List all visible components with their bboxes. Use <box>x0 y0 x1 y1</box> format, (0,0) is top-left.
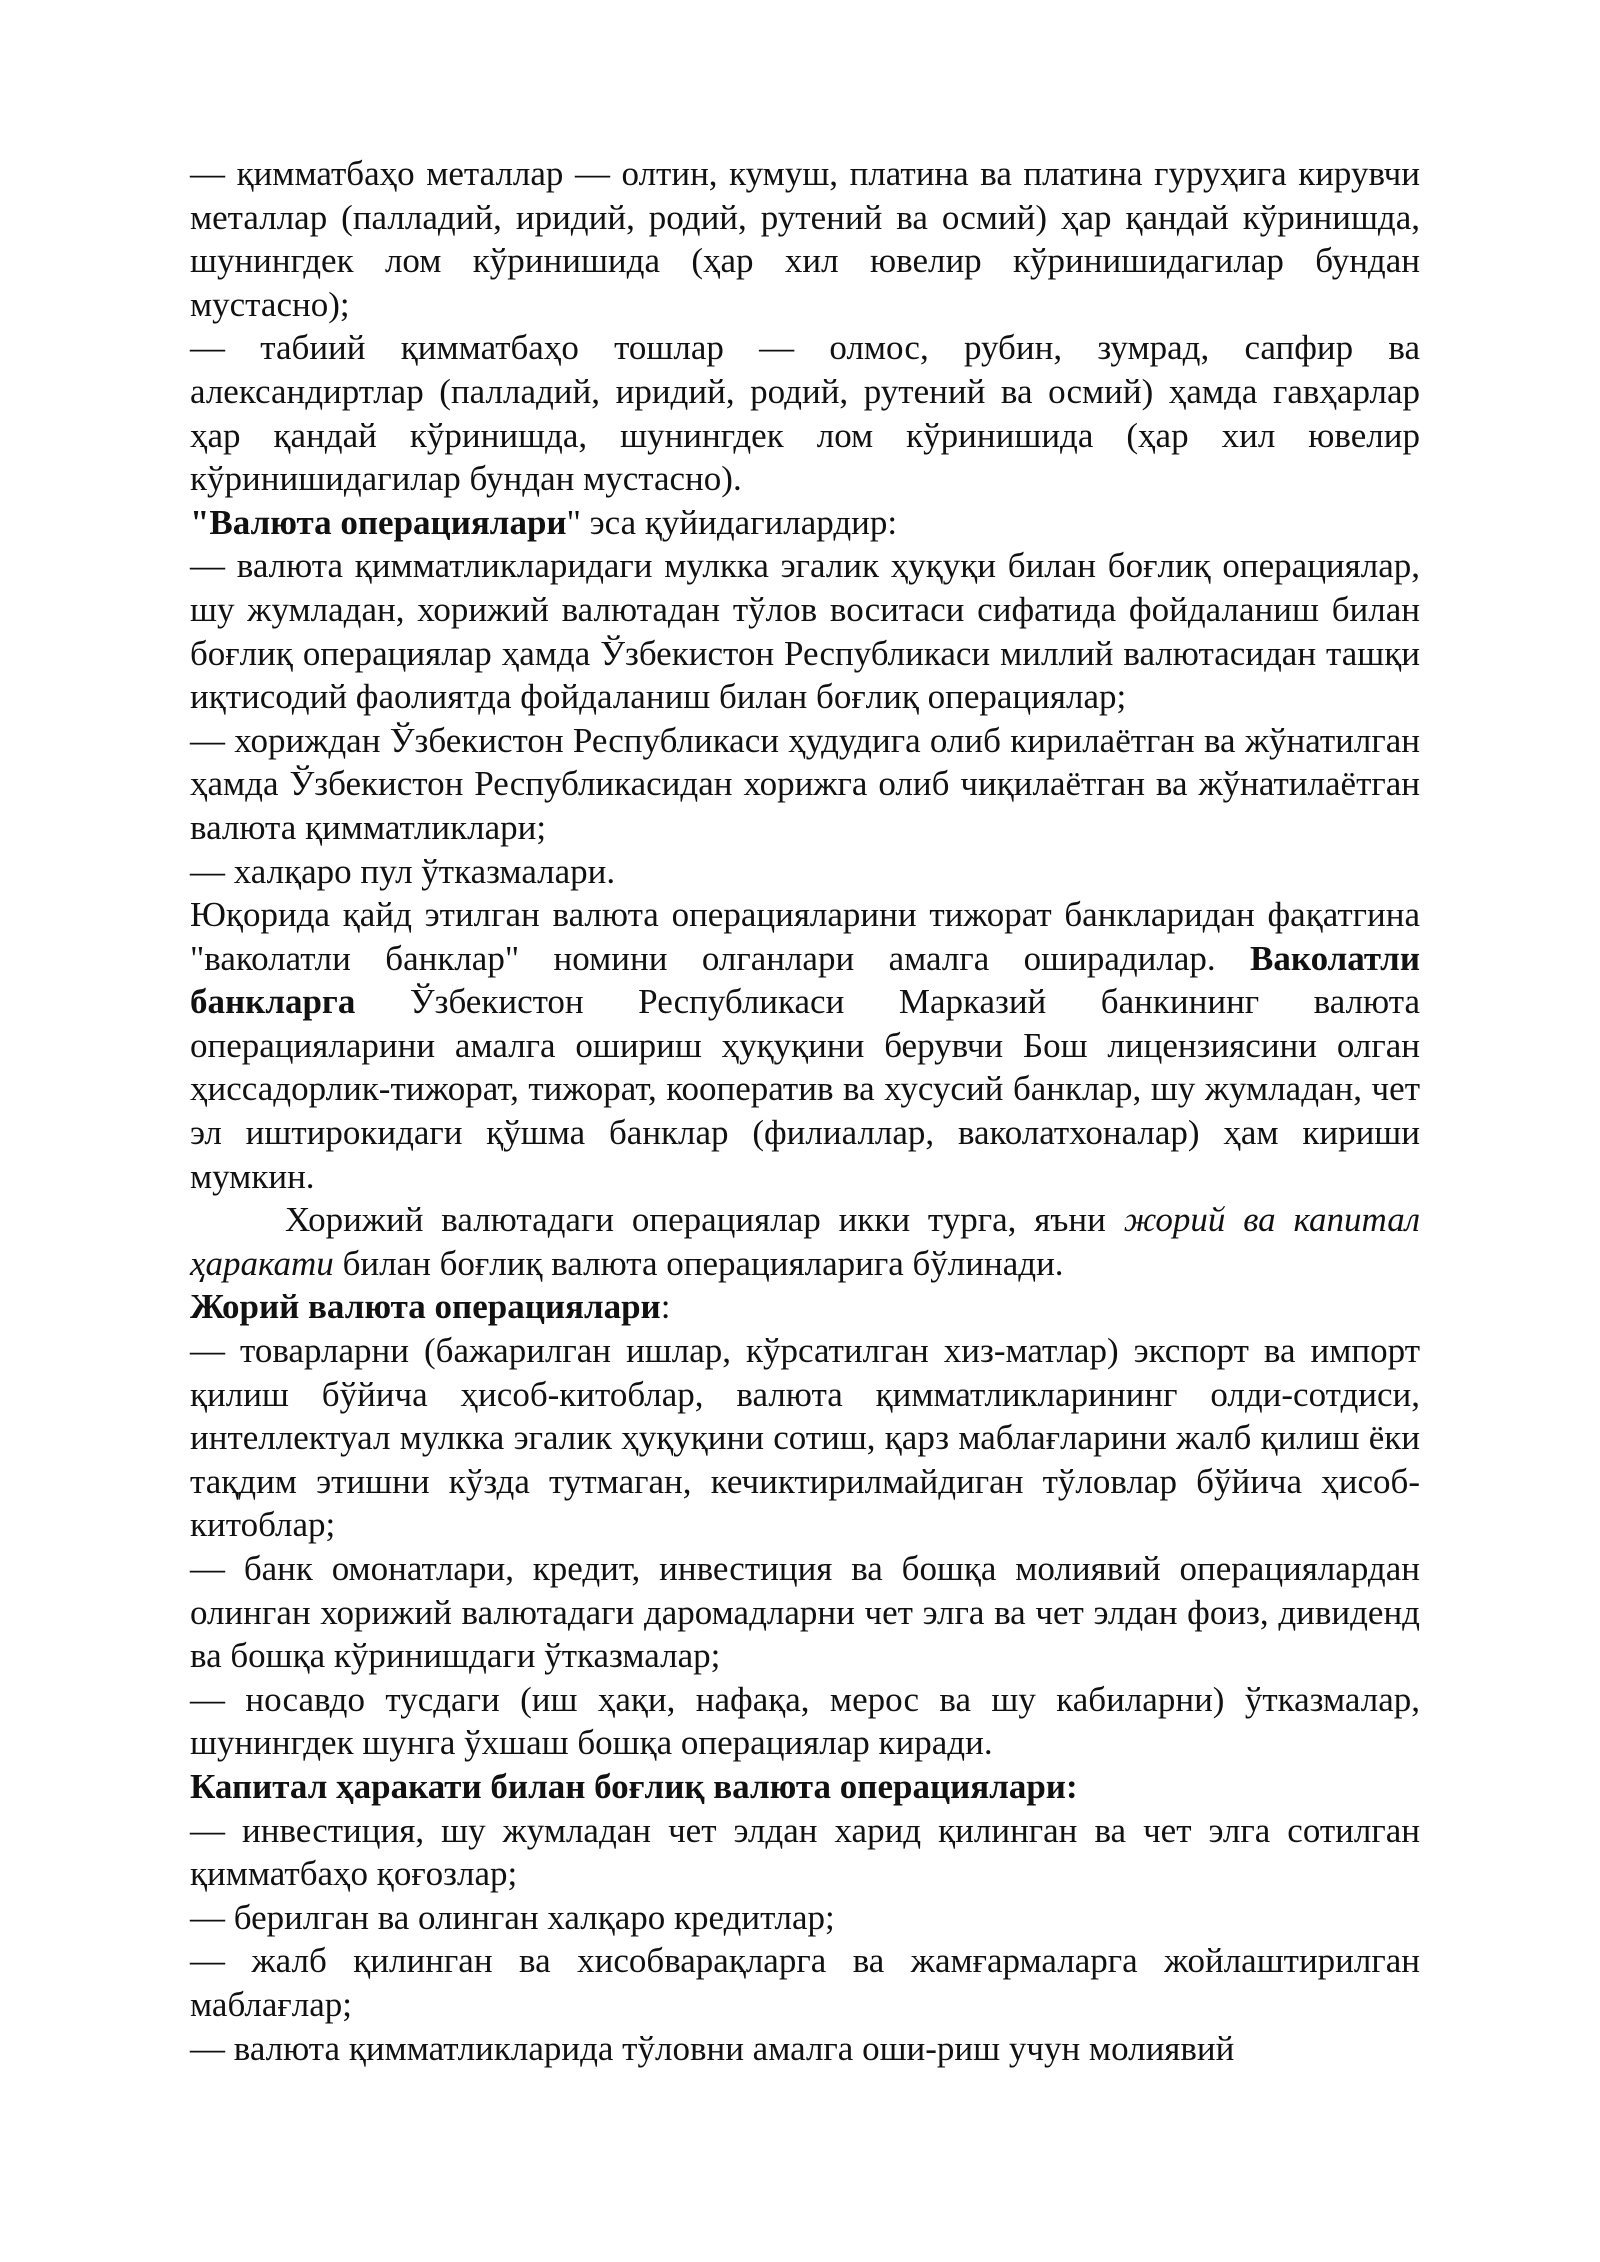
paragraph-current-operations-heading <box>190 1285 1420 1329</box>
paragraph-imported-values: — хориждан Ўзбекистон Республикаси ҳудудига олиб кирилаётган ва жўнатилган ҳамда Ўзбекистон Республикасидан хорижга олиб чиқилаётган ва жўнатилаётган валюта қимматликлари; <box>190 720 1420 847</box>
paragraph-financial-payments: — валюта қимматликларида тўловни амалга оши-риш учун молиявий <box>190 2028 1235 2068</box>
authorized-banks-intro: Юқорида қайд этилган валюта операцияларини тижорат банкларидан фақатгина "ваколатли банклар" номини олганлари амалга оширадилар. <box>190 895 1420 978</box>
paragraph-authorized-banks <box>190 893 1420 1198</box>
paragraph-precious-stones: — табиий қимматбаҳо тошлар — олмос, рубин, зумрад, сапфир ва александиртлар (палладий, иридий, родий, рутений ва осмий) ҳамда гавҳарлар ҳар қандай кўринишда, шунингдек лом кўринишида (ҳар хил ювелир кўринишидагилар бундан мустасно). <box>190 328 1420 499</box>
paragraph-capital-operations-heading <box>190 1765 1420 1809</box>
heading-rest: " эса қуйидагилардир: <box>566 502 898 542</box>
term-current-operations: Жорий валюта операциялари <box>190 1287 661 1327</box>
paragraph-ownership-operations: — валюта қимматликларидаги мулкка эгалик ҳуқуқи билан боғлиқ операциялар, шу жумладан, хорижий валютадан тўлов воситаси сифатида фойдаланиш билан боғлиқ операциялар ҳамда Ўзбекистон Республикаси миллий валютасидан ташқи иқтисодий фаолиятда фойдаланиш билан боғлиқ операциялар; <box>190 546 1420 717</box>
authorized-banks-rest: Ўзбекистон Республикаси Марказий банкининг валюта операцияларини амалга ошириш ҳуқуқини берувчи Бош лицензиясини олган ҳиссадорлик-тижорат, тижорат, кооператив ва хусусий банклар, шу жумладан, чет эл иштирокидаги қўшма банклар (филиаллар, ваколатхоналар) ҳам кириши мумкин. <box>190 982 1420 1196</box>
paragraph-deposits: — жалб қилинган ва хисобварақларга ва жамғармаларга жойлаштирилган маблағлар; <box>190 1941 1420 2024</box>
paragraph-credits: — берилган ва олинган халқаро кредитлар; <box>190 1897 835 1937</box>
operation-types-intro: Хорижий валютадаги операциялар икки турга, яъни <box>285 1200 1124 1240</box>
paragraph-precious-metals: — қимматбаҳо металлар — олтин, кумуш, платина ва платина гуруҳига кирувчи металлар (палладий, иридий, родий, рутений ва осмий) ҳар қандай кўринишда, шунингдек лом кўринишида (ҳар хил ювелир кўринишидагилар бундан мустасно); <box>190 154 1420 324</box>
paragraph-non-trade-transfers: — носавдо тусдаги (иш ҳақи, нафақа, мерос ва шу кабиларни) ўтказмалар, шунингдек шунга ўхшаш бошқа операциялар киради. <box>190 1679 1420 1763</box>
term-capital-operations: Капитал ҳаракати билан боғлиқ валюта операциялари: <box>190 1766 1078 1806</box>
colon: : <box>660 1287 671 1327</box>
document-page <box>190 152 1420 2070</box>
term-authorized-banks: Ваколатли банкларга <box>190 938 1420 1022</box>
paragraph-operation-types <box>190 1198 1420 1285</box>
paragraph-income-transfers: — банк омонатлари, кредит, инвестиция ва бошқа молиявий операциялардан олинган хорижий валютадаги даромадларни чет элга ва чет элдан фоиз, дивиденд ва бошқа кўринишдаги ўтказмалар; <box>190 1549 1420 1676</box>
operation-types-rest: билан боғлиқ валюта операцияларига бўлинади. <box>333 1243 1064 1283</box>
paragraph-trade-settlements: — товарларни (бажарилган ишлар, кўрсатилган хиз-матлар) экспорт ва импорт қилиш бўйича ҳисоб-китоблар, валюта қимматликларининг олди-сотдиси, интеллектуал мулкка эгалик ҳуқуқини сотиш, қарз маблағларини жалб қилиш ёки тақдим этишни кўзда тутмаган, кечиктирилмайдиган тўловлар бўйича ҳисоб-китоблар; <box>190 1331 1420 1545</box>
term-current-capital: жорий ва капитал ҳаракати <box>190 1200 1420 1283</box>
term-currency-operations: "Валюта операциялари <box>190 502 567 542</box>
paragraph-investments: — инвестиция, шу жумладан чет элдан харид қилинган ва чет элга сотилган қимматбаҳо қоғозлар; <box>190 1810 1420 1894</box>
paragraph-money-transfers: — халқаро пул ўтказмалари. <box>190 851 616 891</box>
paragraph-currency-operations-heading <box>190 501 1420 545</box>
